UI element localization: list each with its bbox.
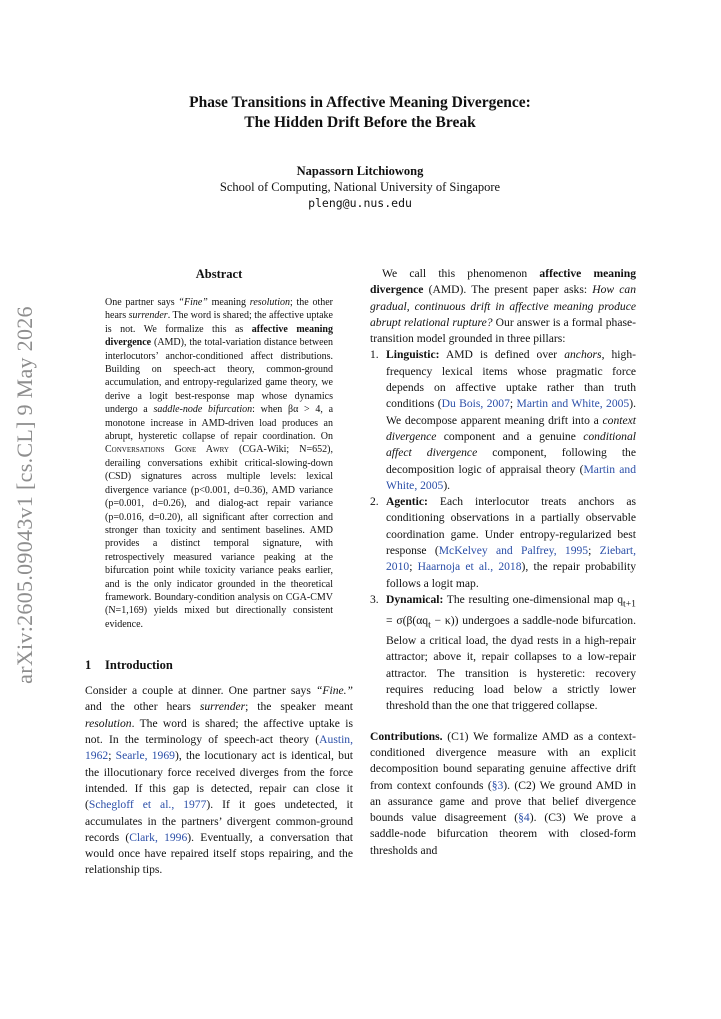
- title-line-2: The Hidden Drift Before the Break: [244, 114, 476, 131]
- right-column: [370, 266, 636, 859]
- citation-link[interactable]: Searle, 1969: [115, 749, 175, 763]
- contributions-paragraph: Contributions. (C1) We formalize AMD as a context-conditioned divergence measure with an explicit decomposition bound separating genuine affective drift from context confounds (§3). (C2) We ground AMD in an assurance game and prove that belief divergence bounds value disagreement (§4). (C3) We prove a saddle-node bifurcation theorem with closed-form thresholds and: [370, 729, 636, 857]
- section-ref-link[interactable]: §4: [518, 811, 530, 825]
- pillars-list: [370, 347, 636, 714]
- arxiv-stamp-text: arXiv:2605.09043v1 [cs.CL] 9 May 2026: [12, 306, 37, 684]
- citation-link[interactable]: Austin, 1962: [85, 733, 353, 763]
- title-line-1: Phase Transitions in Affective Meaning Divergence:: [189, 94, 531, 111]
- left-column: [85, 266, 353, 879]
- citation-link[interactable]: Schegloff et al., 1977: [88, 798, 207, 812]
- arxiv-stamp: [10, 300, 40, 690]
- author-name: Napassorn Litchiowong: [296, 164, 424, 178]
- abstract-heading: Abstract: [195, 267, 243, 281]
- citation-link[interactable]: Martin and White, 2005: [386, 462, 636, 492]
- intro-paragraph-1: Consider a couple at dinner. One partner says “Fine.” and the other hears surrender; the speaker meant resolution. The word is shared; the affective uptake is not. In the terminology of speech-act theory (Austin, 1962; Searle, 1969), the locutionary act is identical, but the illocutionary force received diverges from the force intended. If this gap is detected, repair can close it (Schegloff et al., 1977). If it goes undetected, it accumulates in the partners’ divergent common-ground records (Clark, 1996). Eventually, a conversation that would once have repaired itself stops repairing, and the relationship tips.: [85, 684, 354, 877]
- paper-title: [120, 93, 600, 133]
- citation-link[interactable]: Clark, 1996: [129, 830, 188, 844]
- citation-link[interactable]: McKelvey and Palfrey, 1995: [438, 544, 589, 558]
- citation-link[interactable]: Martin and White, 2005: [516, 397, 630, 411]
- pillar-item-agentic: 2. Agentic: Each interlocutor treats anchors as conditioning observations in a partially observable coordination game. Under entropy-regularized best response (McKelvey and Palfrey, 1995; Ziebart, 2010; Haarnoja et al., 2018), the repair probability follows a logit map.: [370, 495, 637, 590]
- abstract-text: One partner says “Fine” meaning resolution; the other hears surrender. The word is shared; the affective uptake is not. We formalize this as affective meaning divergence (AMD), the total-variation distance between interlocutors’ anchor-conditioned affect distributions. Building on speech-act theory, common-ground accumulation, and entropy-regularized game theory, we derive a logit best-response map whose dynamics undergo a saddle-node bifurcation: when βα > 4, a monotone increase in AMD-driven load produces an abrupt, hysteretic collapse of repair coordination. On Conversations Gone Awry (CGA-Wiki; N=652), derailing conversations exhibit critical-slowing-down (CSD) signatures across multiple levels: lexical divergence variance (p<0.001, d=0.36), AMD variance (p=0.001, d=0.26), and dialog-act repair variance (p=0.016, d=0.20), all significant after correction and stronger than toxicity and sentiment baselines. AMD provides a distinct temporal signature, with retrospectively measured variance peaking at the bifurcation point while toxicity variance peaks earlier, and is the only indicator grounded in the theoretical framework. Boundary-condition analysis on CGA-CMV (N=1,169) yields mixed but directionally consistent evidence.: [105, 297, 334, 630]
- pillar-item-linguistic: 1. Linguistic: AMD is defined over anchors, high-frequency lexical items whose pragmatic force depends on affective uptake rather than truth conditions (Du Bois, 2007; Martin and White, 2005). We decompose apparent meaning drift into a context divergence component and a genuine conditional affect divergence component, following the decomposition logic of appraisal theory (Martin and White, 2005).: [370, 348, 636, 492]
- author-block: [120, 163, 600, 211]
- citation-link[interactable]: Ziebart, 2010: [386, 544, 637, 574]
- citation-link[interactable]: Haarnoja et al., 2018: [417, 560, 522, 574]
- section-ref-link[interactable]: §3: [491, 778, 504, 792]
- citation-link[interactable]: Du Bois, 2007: [441, 397, 510, 411]
- intro-paragraph-2: We call this phenomenon affective meaning divergence (AMD). The present paper asks: How can gradual, continuous drift in affective meaning produce abrupt relational rupture? Our answer is a formal phase-transition model grounded in three pillars:: [370, 267, 637, 346]
- author-affiliation: School of Computing, National University of Singapore: [219, 180, 501, 194]
- section-heading-introduction: 1 Introduction: [85, 658, 173, 673]
- pillar-item-dynamical: 3. Dynamical: The resulting one-dimensional map $q_{t+1} = \sigma(\beta(\alpha q_t - \kappa))$ undergoes a saddle-node bifurcation. Below a critical load, the dyad rests in a high-repair attractor; above it, repair collapses to a low-repair attractor. The transition is hysteretic: recovery requires reducing load below a strictly lower threshold than the one that triggered collapse.: [370, 592, 636, 713]
- author-email: pleng@u.nus.edu: [308, 196, 412, 210]
